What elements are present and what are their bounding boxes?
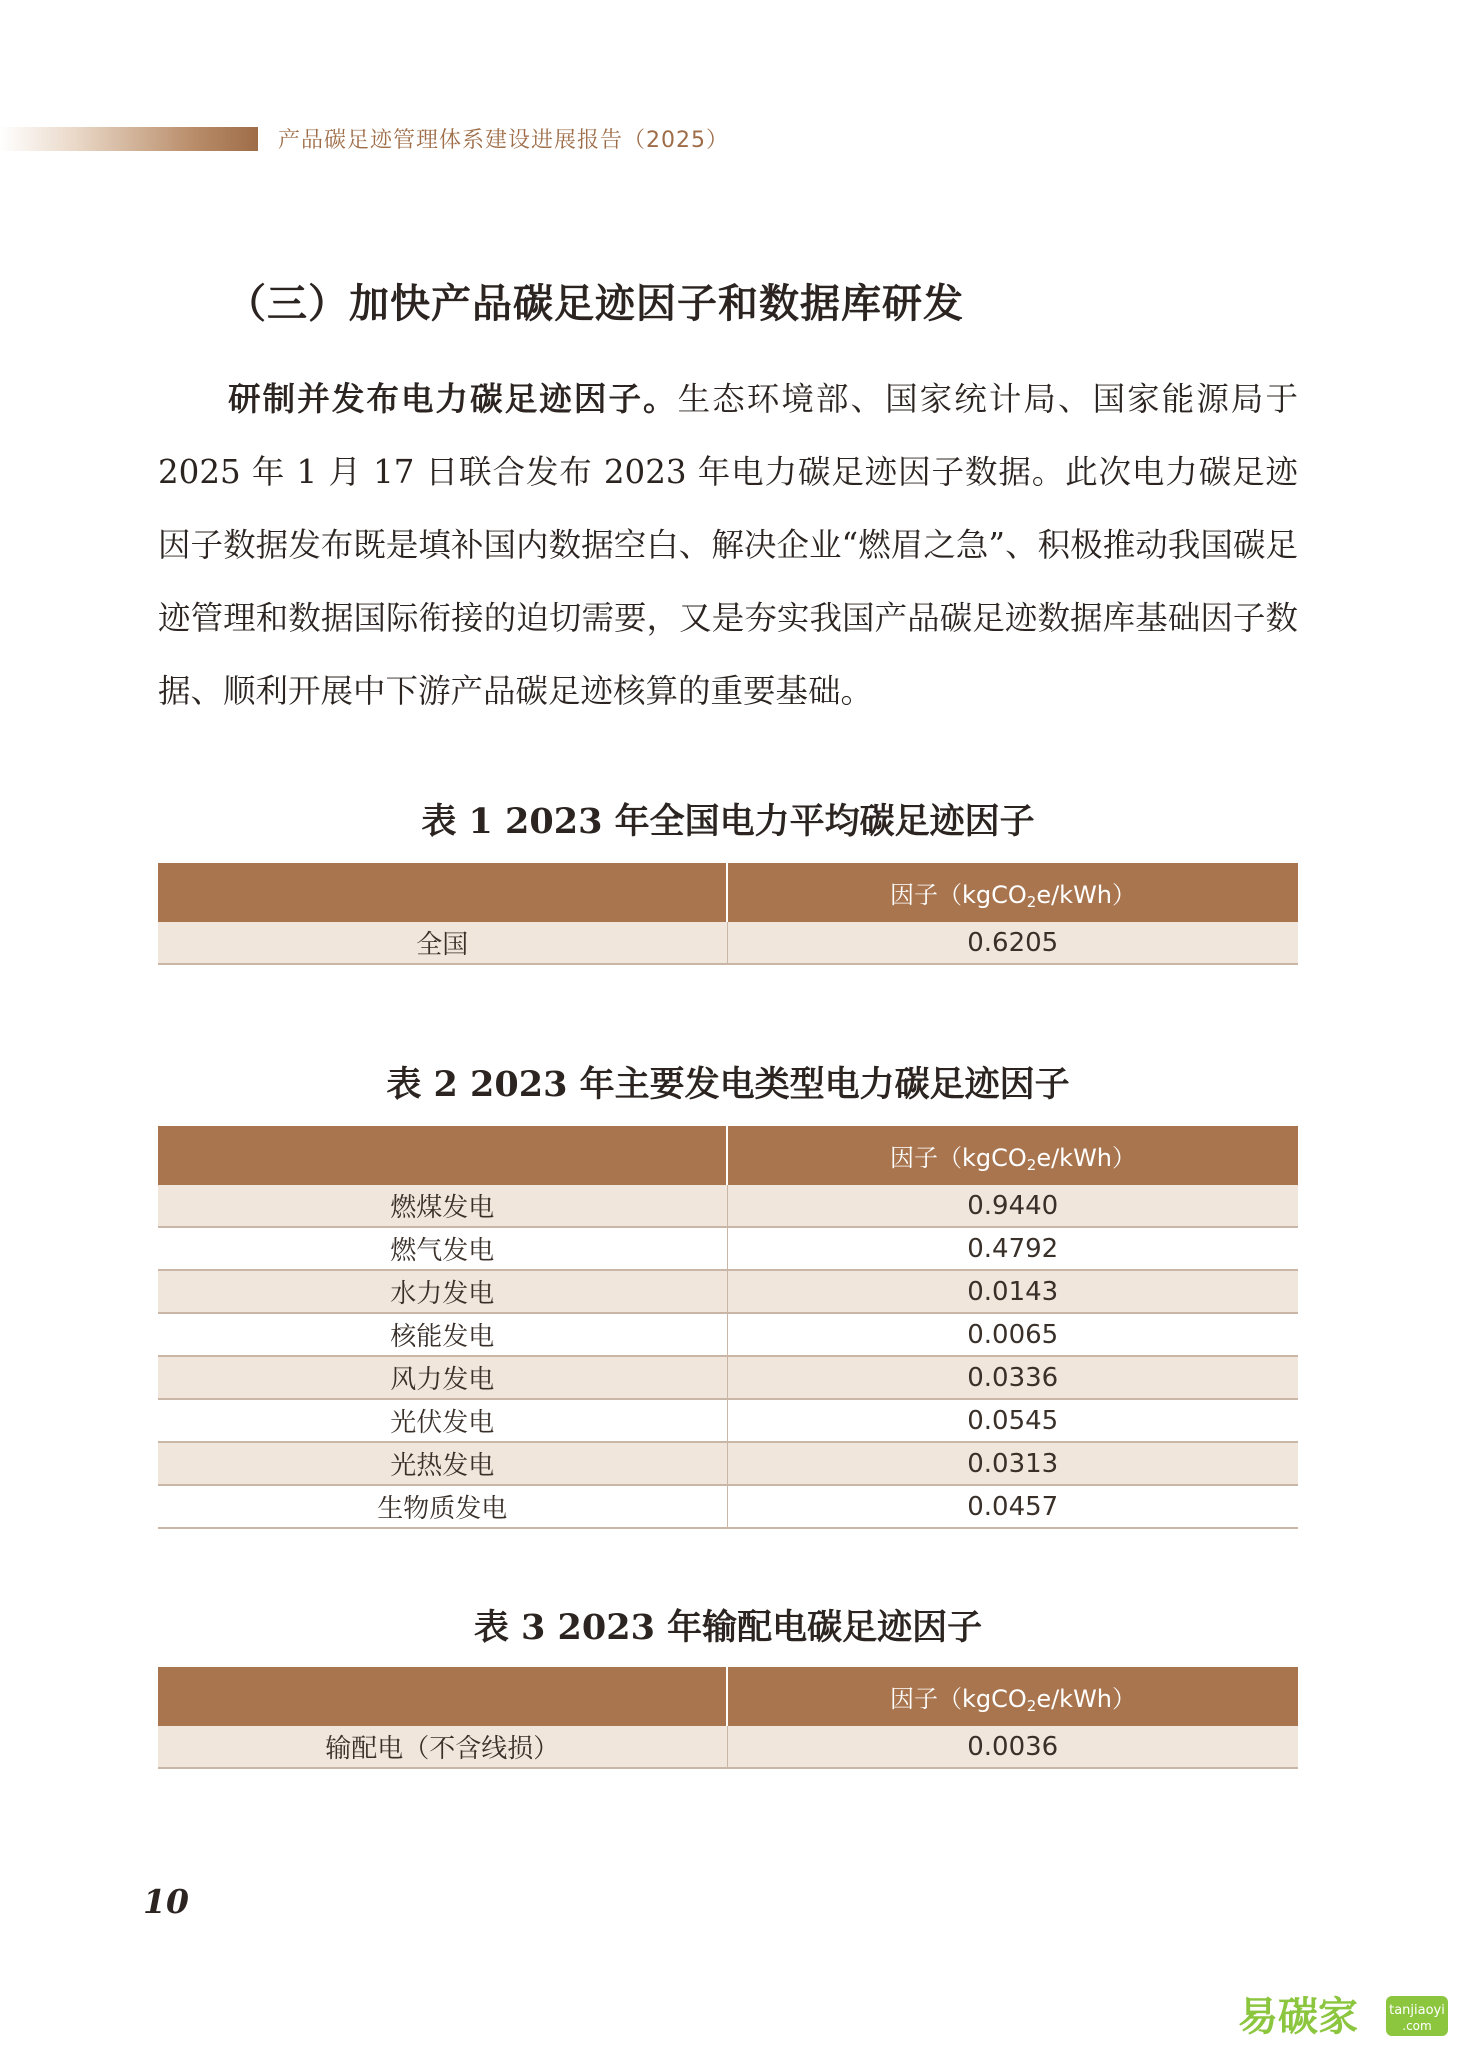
row-name: 全国 [158, 922, 727, 964]
table-row [158, 1313, 1298, 1356]
row-name: 风力发电 [158, 1356, 727, 1399]
table-row [158, 1485, 1298, 1528]
table-1 [158, 863, 1298, 965]
row-name: 光伏发电 [158, 1399, 727, 1442]
row-name: 光热发电 [158, 1442, 727, 1485]
table-row [158, 1185, 1298, 1227]
watermark-logo [1238, 1988, 1448, 2040]
paragraph-lead: 研制并发布电力碳足迹因子。 [226, 379, 678, 418]
table-3-caption: 表 3 2023 年输配电碳足迹因子 [473, 1607, 983, 1648]
table-header-row [158, 1126, 1298, 1185]
table-header-row [158, 1667, 1298, 1726]
watermark-brand-text: 易碳家 [1238, 1994, 1358, 2040]
row-value: 0.0336 [727, 1356, 1298, 1399]
header-decor-bar [0, 127, 258, 151]
paragraph-text: 生态环境部、国家统计局、国家能源局于 2025 年 1 月 17 日联合发布 2023 年电力碳足迹因子数据。此次电力碳足迹因子数据发布既是填补国内数据空白、解决企业“燃眉之急”、积极推动我国碳足迹管理和数据国际衔接的迫切需要，又是夯实我国产品碳足迹数据库基础因子数据、顺利开展中下游产品碳足迹核算的重要基础。 [158, 380, 1298, 710]
table-2 [158, 1126, 1298, 1529]
row-name: 输配电（不含线损） [158, 1726, 727, 1768]
row-value: 0.0036 [727, 1726, 1298, 1768]
table-header-unit: 因子（kgCO$_2$e/kWh） [727, 863, 1298, 922]
row-name: 核能发电 [158, 1313, 727, 1356]
table-row [158, 1270, 1298, 1313]
table-row [158, 1227, 1298, 1270]
table-header-unit: 因子（kgCO$_2$e/kWh） [727, 1667, 1298, 1726]
table-1-caption: 表 1 2023 年全国电力平均碳足迹因子 [421, 801, 1035, 842]
row-value: 0.0143 [727, 1270, 1298, 1313]
table-row [158, 922, 1298, 964]
row-name: 水力发电 [158, 1270, 727, 1313]
running-header-title: 产品碳足迹管理体系建设进展报告（2025） [278, 128, 729, 153]
table-header-empty [158, 863, 727, 922]
row-name: 燃气发电 [158, 1227, 727, 1270]
table-header-empty [158, 1126, 727, 1185]
row-value: 0.6205 [727, 922, 1298, 964]
row-value: 0.0457 [727, 1485, 1298, 1528]
table-2-caption: 表 2 2023 年主要发电类型电力碳足迹因子 [386, 1064, 1070, 1105]
table-header-empty [158, 1667, 727, 1726]
table-header-unit: 因子（kgCO$_2$e/kWh） [727, 1126, 1298, 1185]
row-value: 0.9440 [727, 1185, 1298, 1227]
table-row [158, 1442, 1298, 1485]
row-value: 0.4792 [727, 1227, 1298, 1270]
watermark-domain-top: tanjiaoyi [1389, 2003, 1445, 2018]
section-title: （三）加快产品碳足迹因子和数据库研发 [226, 280, 964, 327]
row-name: 燃煤发电 [158, 1185, 727, 1227]
row-value: 0.0313 [727, 1442, 1298, 1485]
row-value: 0.0065 [727, 1313, 1298, 1356]
table-3 [158, 1667, 1298, 1769]
table-row [158, 1726, 1298, 1768]
table-row [158, 1356, 1298, 1399]
table-row [158, 1399, 1298, 1442]
table-header-row [158, 863, 1298, 922]
page-number: 10 [143, 1882, 189, 1921]
row-name: 生物质发电 [158, 1485, 727, 1528]
watermark-domain-bottom: .com [1402, 2019, 1432, 2033]
body-paragraph [158, 362, 1298, 728]
row-value: 0.0545 [727, 1399, 1298, 1442]
